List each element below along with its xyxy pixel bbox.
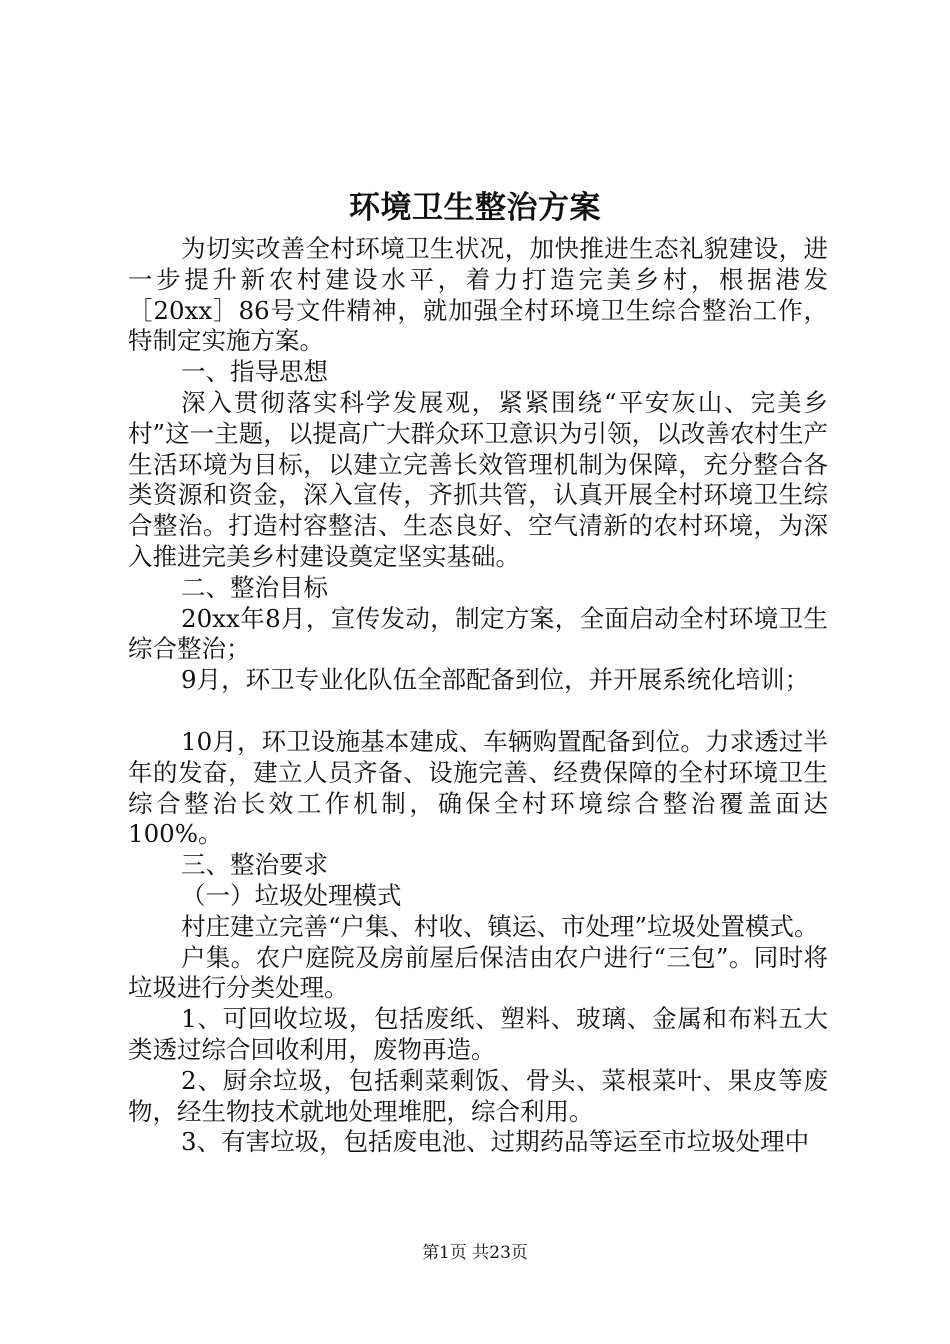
intro-paragraph: 为切实改善全村环境卫生状况，加快推进生态礼貌建设，进一步提升新农村建设水平，着力打造完美乡村，根据港发［20xx］86号文件精神，就加强全村环境卫生综合整治工作，特制定实施方案。 [128, 234, 828, 356]
body-paragraph: 户集。农户庭院及房前屋后保洁由农户进行“三包”。同时将垃圾进行分类处理。 [128, 942, 828, 1003]
body-paragraph: 村庄建立完善“户集、村收、镇运、市处理”垃圾处置模式。 [181, 911, 819, 941]
list-item: 1、可回收垃圾，包括废纸、塑料、玻璃、金属和布料五大类透过综合回收利用，废物再造。 [128, 1004, 828, 1064]
list-item: 3、有害垃圾，包括废电池、过期药品等运至市垃圾处理中 [181, 1127, 810, 1157]
list-item: 2、厨余垃圾，包括剩菜剩饭、骨头、菜根菜叶、果皮等废物，经生物技术就地处理堆肥，综合利用。 [128, 1065, 828, 1126]
document-body [128, 234, 828, 1158]
section-heading: 二、整治目标 [181, 572, 328, 602]
subsection-heading: （一）垃圾处理模式 [181, 880, 402, 910]
body-paragraph: 20xx年8月，宣传发动，制定方案，全面启动全村环境卫生综合整治； [128, 603, 828, 664]
document-title: 环境卫生整治方案 [349, 190, 601, 226]
section-heading: 一、指导思想 [181, 357, 328, 387]
body-paragraph: 深入贯彻落实科学发展观，紧紧围绕“平安灰山、完美乡村”这一主题，以提高广大群众环卫意识为引领，以改善农村生产生活环境为目标，以建立完善长效管理机制为保障，充分整合各类资源和资金，深入宣传，齐抓共管，认真开展全村环境卫生综合整治。打造村容整洁、生态良好、空气清新的农村环境，为深入推进完美乡村建设奠定坚实基础。 [128, 387, 828, 571]
page-footer: 第1页 共23页 [422, 1243, 528, 1263]
section-heading: 三、整治要求 [181, 850, 328, 880]
body-paragraph: 10月，环卫设施基本建成、车辆购置配备到位。力求透过半年的发奋，建立人员齐备、设施完善、经费保障的全村环境卫生综合整治长效工作机制，确保全村环境综合整治覆盖面达100%。 [128, 726, 828, 849]
body-paragraph: 9月，环卫专业化队伍全部配备到位，并开展系统化培训； [181, 665, 810, 695]
